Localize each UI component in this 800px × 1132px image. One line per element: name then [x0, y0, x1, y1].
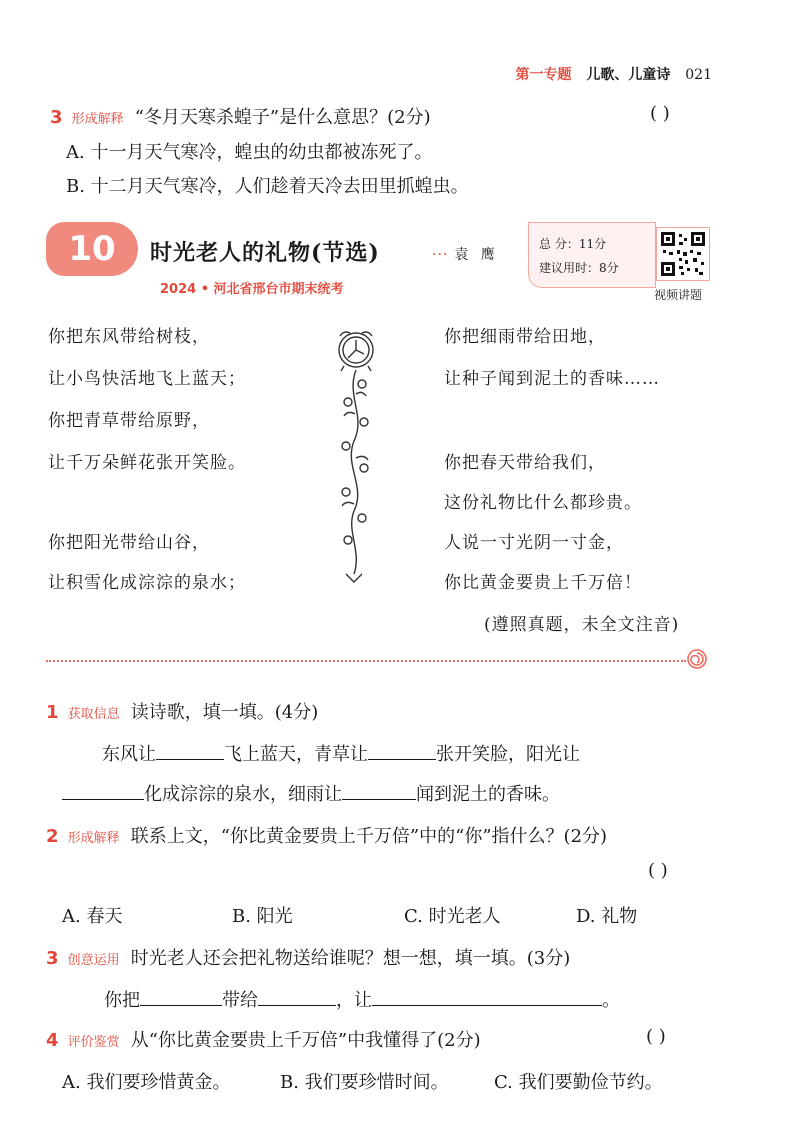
option-d[interactable]: D. 礼物 — [576, 906, 638, 927]
question-tag: 获取信息 — [67, 707, 120, 722]
swirl-icon — [686, 648, 708, 670]
poem-line: 你比黄金要贵上千万倍！ — [444, 573, 642, 593]
option-a[interactable]: A. 我们要珍惜黄金。 — [62, 1072, 231, 1093]
fill-text: 。 — [602, 990, 620, 1011]
question-number: 4 — [46, 1030, 59, 1051]
clock-vine-decoration — [326, 326, 386, 586]
author-name: 袁 鹰 — [454, 247, 499, 263]
option-a[interactable]: A. 春天 — [62, 906, 123, 927]
question-number: 3 — [46, 948, 59, 969]
fill-text: 飞上蓝天，青草让 — [224, 744, 368, 765]
topic-label: 第一专题 — [515, 67, 572, 83]
poem-line: 你把春天带给我们， — [444, 453, 606, 473]
option-c[interactable]: C. 我们要勤俭节约。 — [494, 1072, 663, 1093]
passage-note: (遵照真题，未全文注音) — [484, 615, 680, 635]
poem-line: 你把细雨带给田地， — [444, 327, 606, 347]
fill-text: ，让 — [336, 990, 372, 1011]
fill-text: 化成淙淙的泉水，细雨让 — [144, 784, 342, 805]
option-a[interactable]: A. 十一月天气寒冷，蝗虫的幼虫都被冻死了。 — [66, 142, 433, 163]
question-text: 读诗歌，填一填。(4分) — [130, 702, 319, 723]
fill-text: 你把 — [104, 990, 140, 1011]
question-text: “冬月天寒杀蝗子”是什么意思？(2分) — [134, 107, 431, 128]
question-text: 联系上文，“你比黄金要贵上千万倍”中的“你”指什么？(2分) — [130, 826, 608, 847]
option-c[interactable]: C. 时光老人 — [404, 906, 501, 927]
poem-line: 让千万朵鲜花张开笑脸。 — [48, 453, 246, 473]
option-b[interactable]: B. 阳光 — [232, 906, 293, 927]
answer-paren[interactable]: ( ) — [646, 1026, 666, 1047]
option-b[interactable]: B. 十二月天气寒冷，人们趁着天冷去田里抓蝗虫。 — [66, 176, 469, 197]
page-header — [516, 64, 712, 84]
question-tag: 创意运用 — [67, 953, 120, 968]
fill-text: 带给 — [222, 990, 258, 1011]
question-1 — [46, 698, 318, 724]
chapter-label: 儿歌、儿童诗 — [586, 67, 671, 83]
flower-vine-icon — [342, 370, 368, 582]
qr-code-icon[interactable] — [656, 227, 710, 281]
poem-line: 你把东风带给树枝， — [48, 327, 210, 347]
answer-blank[interactable] — [372, 987, 602, 1006]
fill-line-2 — [62, 780, 560, 806]
question-tag: 形成解释 — [67, 831, 120, 846]
question-4 — [46, 1026, 481, 1052]
poem-line: 让积雪化成淙淙的泉水； — [48, 573, 246, 593]
question-text: 时光老人还会把礼物送给谁呢？想一想，填一填。(3分) — [130, 948, 571, 969]
prev-question-3 — [50, 103, 431, 129]
answer-blank[interactable] — [62, 781, 144, 800]
question-tag: 形成解释 — [71, 112, 124, 127]
answer-paren[interactable]: ( ) — [650, 103, 670, 124]
question-number: 3 — [50, 107, 63, 128]
question-text: 从“你比黄金要贵上千万倍”中我懂得了(2分) — [130, 1030, 481, 1051]
question-3 — [46, 944, 570, 970]
fill-text: 张开笑脸，阳光让 — [436, 744, 580, 765]
score-label: 总 分：11分 — [539, 237, 607, 251]
option-b[interactable]: B. 我们要珍惜时间。 — [280, 1072, 449, 1093]
section-divider — [46, 660, 686, 662]
time-label: 建议用时：8分 — [539, 261, 619, 275]
passage-author — [432, 244, 499, 264]
fill-text: 闻到泥土的香味。 — [416, 784, 560, 805]
answer-blank[interactable] — [368, 741, 436, 760]
author-dots: ··· — [432, 247, 449, 263]
answer-blank[interactable] — [342, 781, 416, 800]
qr-caption: 视频讲题 — [654, 288, 703, 302]
poem-line: 人说一寸光阴一寸金， — [444, 533, 624, 553]
question-2 — [46, 822, 607, 848]
poem-line: 让种子闻到泥土的香味…… — [444, 369, 660, 389]
answer-blank[interactable] — [258, 987, 336, 1006]
poem-line: 你把阳光带给山谷， — [48, 533, 210, 553]
fill-text: 东风让 — [102, 744, 156, 765]
poem-line: 你把青草带给原野， — [48, 411, 210, 431]
fill-line-3 — [104, 986, 620, 1012]
answer-blank[interactable] — [140, 987, 222, 1006]
poem-line: 这份礼物比什么都珍贵。 — [444, 493, 642, 513]
info-box — [528, 222, 656, 288]
alarm-clock-icon — [339, 332, 373, 371]
poem-line: 让小鸟快活地飞上蓝天； — [48, 369, 246, 389]
passage-title: 时光老人的礼物(节选) — [150, 240, 380, 266]
answer-blank[interactable] — [156, 741, 224, 760]
question-number: 2 — [46, 826, 59, 847]
page-number: 021 — [685, 67, 712, 83]
passage-number-badge: 10 — [46, 222, 138, 276]
question-tag: 评价鉴赏 — [67, 1035, 120, 1050]
answer-paren[interactable]: ( ) — [648, 860, 668, 881]
question-number: 1 — [46, 702, 59, 723]
fill-line-1 — [102, 740, 580, 766]
passage-source: 2024 • 河北省邢台市期末统考 — [160, 282, 344, 297]
